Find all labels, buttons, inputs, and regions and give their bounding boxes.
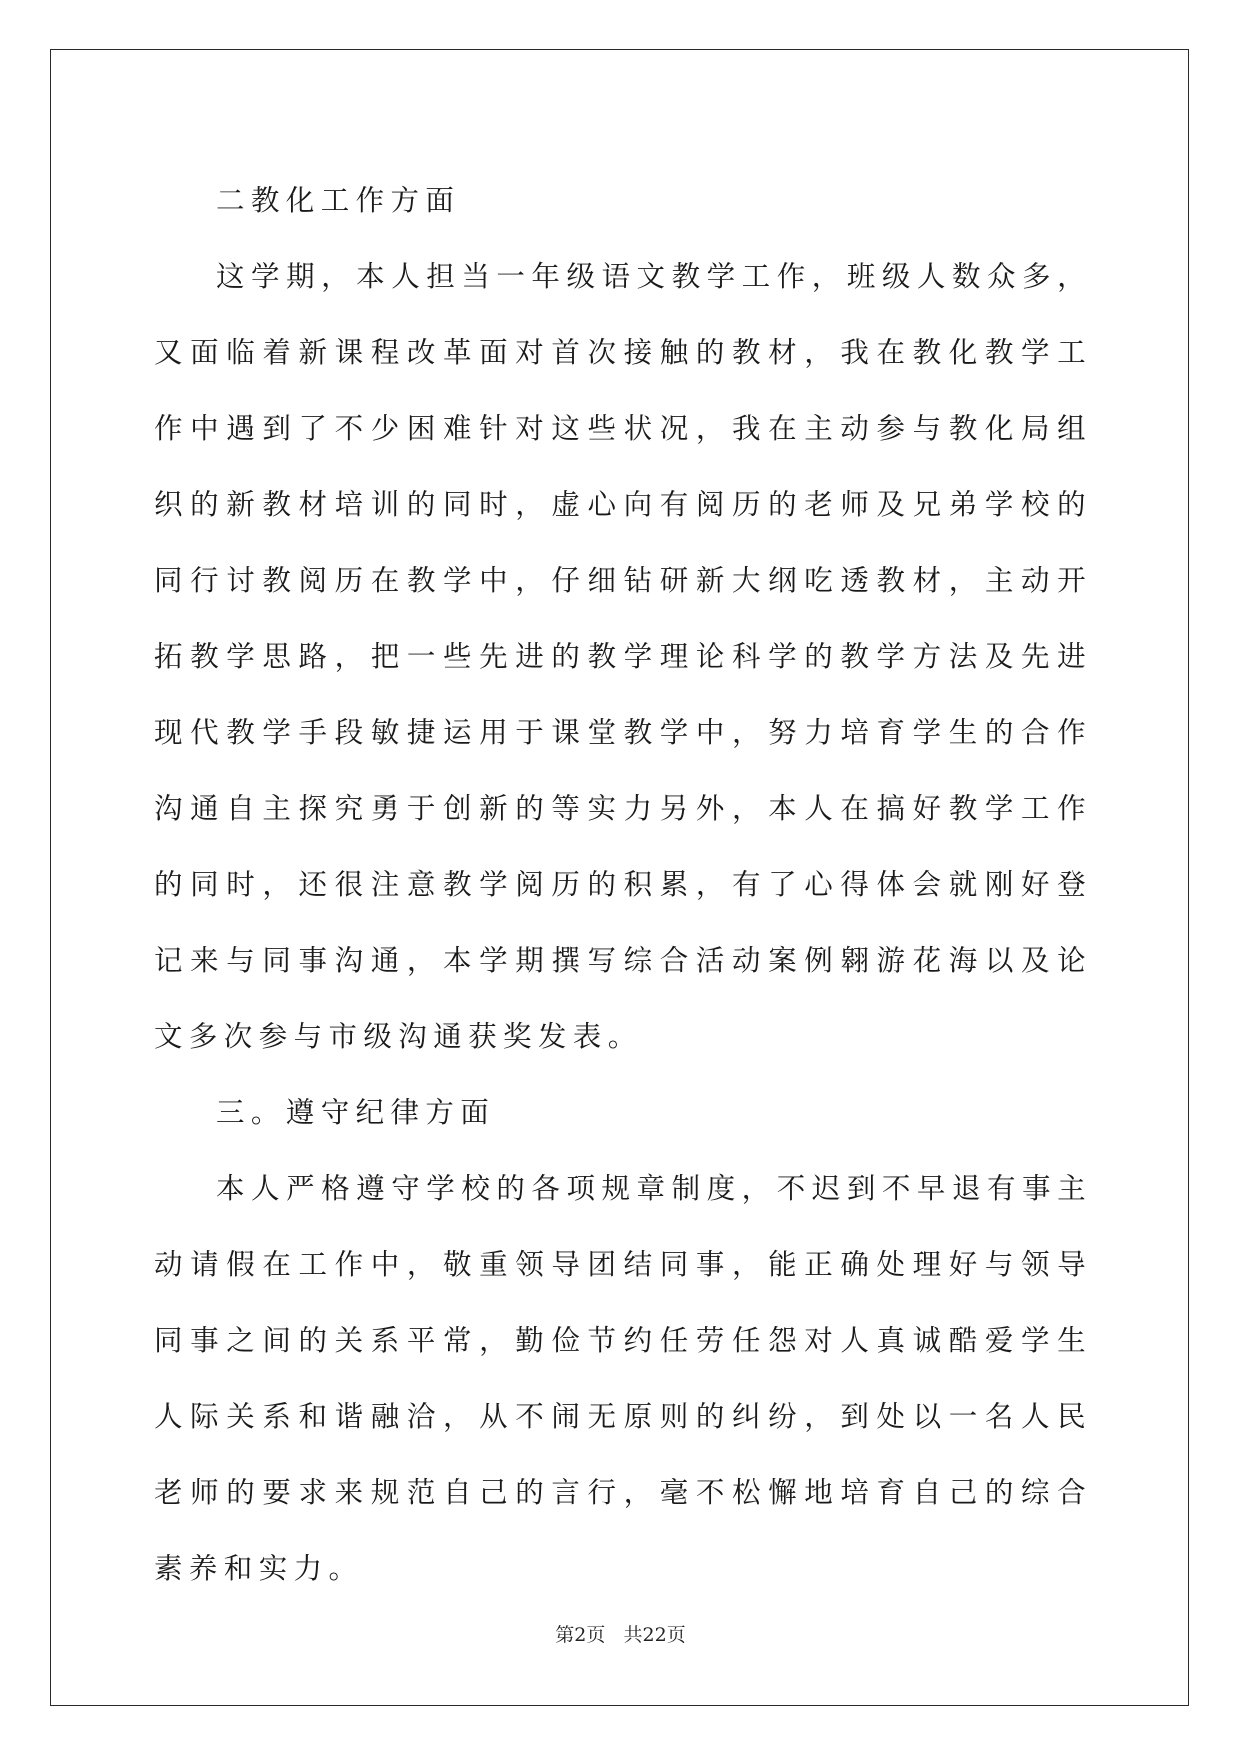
section-heading-discipline: 三。遵守纪律方面 [216, 1096, 496, 1129]
page-prefix: 第 [555, 1624, 575, 1646]
paragraph-teaching-work: 这学期，本人担当一年级语文教学工作，班级人数众多，又面临着新课程改革面对首次接触的教材，我在教化教学工作中遇到了不少困难针对这些状况，我在主动参与教化局组织的新教材培训的同时，虚心向有阅历的老师及兄弟学校的同行讨教阅历在教学中，仔细钻研新大纲吃透教材，主动开拓教学思路，把一些先进的教学理论科学的教学方法及先进现代教学手段敏捷运用于课堂教学中，努力培育学生的合作沟通自主探究勇于创新的等实力另外，本人在搞好教学工作的同时，还很注意教学阅历的积累，有了心得体会就刚好登记来与同事沟通，本学期撰写综合活动案例翱游花海以及论文多次参与市级沟通获奖发表。 [154, 260, 1092, 1053]
total-suffix: 页 [666, 1624, 686, 1646]
total-pages-number: 22 [642, 1624, 667, 1646]
document-body [154, 163, 1092, 1607]
current-page-number: 2 [574, 1624, 587, 1646]
page-footer [0, 1620, 1241, 1647]
section-heading-teaching: 二教化工作方面 [216, 184, 461, 217]
paragraph-discipline: 本人严格遵守学校的各项规章制度，不迟到不早退有事主动请假在工作中，敬重领导团结同事，能正确处理好与领导同事之间的关系平常，勤俭节约任劳任怨对人真诚酷爱学生人际关系和谐融洽，从不闹无原则的纠纷，到处以一名人民老师的要求来规范自己的言行，毫不松懈地培育自己的综合素养和实力。 [154, 1172, 1092, 1585]
page-suffix: 页 [586, 1624, 606, 1646]
total-prefix: 共 [623, 1624, 643, 1646]
